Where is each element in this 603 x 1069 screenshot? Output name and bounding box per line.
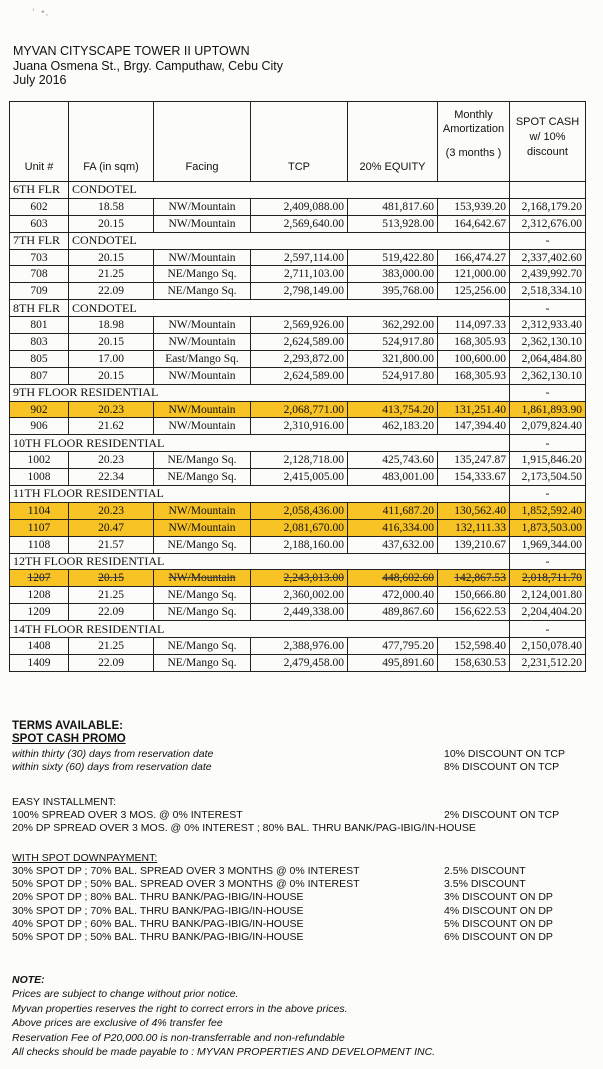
- tcp-cell: 2,243,013.00: [251, 570, 348, 587]
- equity-cell: 489,867.60: [348, 604, 438, 621]
- tcp-cell: 2,597,114.00: [251, 249, 348, 266]
- promo-item-left: within sixty (60) days from reservation date: [12, 761, 212, 773]
- tcp-cell: 2,569,640.00: [251, 215, 348, 232]
- price-list-date: July 2016: [13, 73, 67, 87]
- unit-cell: 703: [10, 249, 69, 266]
- spot-cash-cell: 2,124,001.80: [510, 587, 586, 604]
- spot-cash-cell: 2,204,404.20: [510, 604, 586, 621]
- amortization-cell: 132,111.33: [438, 519, 510, 536]
- installment-item-left: 20% DP SPREAD OVER 3 MOS. @ 0% INTEREST ; 80% BAL. THRU BANK/PAG-IBIG/IN-HOUSE: [12, 822, 476, 834]
- equity-cell: 362,292.00: [348, 317, 438, 334]
- floor-area-cell: 20.47: [69, 519, 154, 536]
- amortization-cell: 121,000.00: [438, 266, 510, 283]
- table-row: [10, 654, 586, 671]
- floor-row: [10, 486, 586, 503]
- amortization-cell: 152,598.40: [438, 638, 510, 655]
- downpayment-item-right: 2.5% DISCOUNT: [444, 865, 526, 877]
- spot-cash-cell: 1,873,503.00: [510, 519, 586, 536]
- tcp-cell: 2,479,458.00: [251, 654, 348, 671]
- unit-cell: 1108: [10, 536, 69, 553]
- table-row: [10, 283, 586, 300]
- table-row: [10, 587, 586, 604]
- unit-cell: 603: [10, 215, 69, 232]
- spot-cash-cell: 2,018,711.70: [510, 570, 586, 587]
- col-equity: 20% EQUITY: [348, 102, 438, 182]
- spot-cash-cell: 2,439,992.70: [510, 266, 586, 283]
- floor-area-cell: 22.09: [69, 283, 154, 300]
- promo-item-left: within thirty (30) days from reservation date: [12, 748, 214, 760]
- amortization-cell: 125,256.00: [438, 283, 510, 300]
- note-line: Above prices are exclusive of 4% transfer fee: [12, 1017, 223, 1029]
- floor-row: [10, 182, 586, 199]
- spot-cash-cell: 2,362,130.10: [510, 334, 586, 351]
- downpayment-item-left: 50% SPOT DP ; 50% BAL. SPREAD OVER 3 MONTHS @ 0% INTEREST: [12, 878, 360, 891]
- tcp-cell: 2,081,670.00: [251, 519, 348, 536]
- floor-row: [10, 384, 586, 401]
- downpayment-item-right: 6% DISCOUNT ON DP: [444, 931, 553, 943]
- facing-cell: NW/Mountain: [154, 367, 251, 384]
- unit-cell: 1408: [10, 638, 69, 655]
- tcp-cell: 2,188,160.00: [251, 536, 348, 553]
- unit-cell: 902: [10, 401, 69, 418]
- amortization-cell: 166,474.27: [438, 249, 510, 266]
- equity-cell: 477,795.20: [348, 638, 438, 655]
- unit-cell: 709: [10, 283, 69, 300]
- note-line: All checks should be made payable to : MYVAN PROPERTIES AND DEVELOPMENT INC.: [12, 1046, 436, 1058]
- easy-installment-title: EASY INSTALLMENT:: [12, 796, 117, 808]
- note-title: NOTE:: [12, 974, 45, 986]
- tcp-cell: 2,068,771.00: [251, 401, 348, 418]
- scan-mark: ' •‚: [32, 8, 49, 18]
- col-unit: Unit #: [10, 102, 69, 182]
- floor-label: 11TH FLOOR RESIDENTIAL: [10, 486, 510, 503]
- spot-cash-promo-title: SPOT CASH PROMO: [12, 733, 126, 745]
- equity-cell: 462,183.20: [348, 418, 438, 435]
- equity-cell: 448,602.60: [348, 570, 438, 587]
- tcp-cell: 2,409,088.00: [251, 198, 348, 215]
- facing-cell: NW/Mountain: [154, 317, 251, 334]
- installment-item-right: 2% DISCOUNT ON TCP: [444, 809, 560, 821]
- floor-dash: [510, 182, 586, 199]
- table-row: [10, 401, 586, 418]
- floor-area-cell: 20.15: [69, 334, 154, 351]
- installment-item-left: 100% SPREAD OVER 3 MOS. @ 0% INTEREST: [12, 809, 243, 821]
- facing-cell: NE/Mango Sq.: [154, 266, 251, 283]
- floor-row: [10, 553, 586, 570]
- tcp-cell: 2,449,338.00: [251, 604, 348, 621]
- facing-cell: NE/Mango Sq.: [154, 469, 251, 486]
- table-row: [10, 198, 586, 215]
- tcp-cell: 2,388,976.00: [251, 638, 348, 655]
- floor-label: 6TH FLR: [10, 182, 69, 199]
- unit-cell: 1208: [10, 587, 69, 604]
- downpayment-item-left: 30% SPOT DP ; 70% BAL. SPREAD OVER 3 MONTHS @ 0% INTEREST: [12, 865, 360, 877]
- floor-area-cell: 20.15: [69, 570, 154, 587]
- unit-cell: 1002: [10, 452, 69, 469]
- unit-cell: 1107: [10, 519, 69, 536]
- amortization-cell: 135,247.87: [438, 452, 510, 469]
- table-row: [10, 469, 586, 486]
- floor-label: 7TH FLR: [10, 232, 69, 249]
- tcp-cell: 2,711,103.00: [251, 266, 348, 283]
- equity-cell: 519,422.80: [348, 249, 438, 266]
- amortization-cell: 150,666.80: [438, 587, 510, 604]
- facing-cell: NW/Mountain: [154, 198, 251, 215]
- facing-cell: East/Mango Sq.: [154, 350, 251, 367]
- floor-area-cell: 22.34: [69, 469, 154, 486]
- facing-cell: NW/Mountain: [154, 334, 251, 351]
- facing-cell: NW/Mountain: [154, 502, 251, 519]
- floor-area-cell: 21.25: [69, 638, 154, 655]
- promo-item-right: 10% DISCOUNT ON TCP: [444, 748, 565, 760]
- floor-row: [10, 300, 586, 317]
- floor-area-cell: 21.57: [69, 536, 154, 553]
- unit-cell: 1104: [10, 502, 69, 519]
- amortization-cell: 131,251.40: [438, 401, 510, 418]
- floor-row: [10, 435, 586, 452]
- tcp-cell: 2,360,002.00: [251, 587, 348, 604]
- equity-cell: 513,928.00: [348, 215, 438, 232]
- equity-cell: 411,687.20: [348, 502, 438, 519]
- project-title: MYVAN CITYSCAPE TOWER II UPTOWN: [13, 44, 250, 58]
- col-amort-line3: (3 months ): [445, 147, 502, 159]
- unit-cell: 807: [10, 367, 69, 384]
- equity-cell: 472,000.40: [348, 587, 438, 604]
- equity-cell: 395,768.00: [348, 283, 438, 300]
- floor-area-cell: 20.23: [69, 401, 154, 418]
- facing-cell: NE/Mango Sq.: [154, 536, 251, 553]
- downpayment-item-right: 3% DISCOUNT ON DP: [444, 891, 553, 904]
- floor-label: 14TH FLOOR RESIDENTIAL: [10, 621, 510, 638]
- downpayment-item-left: 30% SPOT DP ; 70% BAL. THRU BANK/PAG-IBIG/IN-HOUSE: [12, 904, 304, 917]
- equity-cell: 481,817.60: [348, 198, 438, 215]
- spot-cash-cell: 2,337,402.60: [510, 249, 586, 266]
- document-header: [13, 44, 283, 88]
- floor-type-label: CONDOTEL: [69, 182, 510, 199]
- table-row: [10, 367, 586, 384]
- table-header-row: [10, 102, 586, 182]
- note-line: Myvan properties reserves the right to correct errors in the above prices.: [12, 1002, 348, 1015]
- floor-area-cell: 22.09: [69, 604, 154, 621]
- equity-cell: 416,334.00: [348, 519, 438, 536]
- project-address: Juana Osmena St., Brgy. Camputhaw, Cebu City: [13, 58, 284, 73]
- floor-type-label: CONDOTEL: [69, 300, 510, 317]
- unit-cell: 1008: [10, 469, 69, 486]
- spot-cash-cell: 1,861,893.90: [510, 401, 586, 418]
- floor-row: [10, 232, 586, 249]
- facing-cell: NW/Mountain: [154, 519, 251, 536]
- downpayment-item-right: 4% DISCOUNT ON DP: [444, 904, 553, 917]
- facing-cell: NW/Mountain: [154, 215, 251, 232]
- facing-cell: NE/Mango Sq.: [154, 654, 251, 671]
- equity-cell: 524,917.80: [348, 334, 438, 351]
- table-row: [10, 570, 586, 587]
- amortization-cell: 168,305.93: [438, 334, 510, 351]
- facing-cell: NW/Mountain: [154, 401, 251, 418]
- amortization-cell: 154,333.67: [438, 469, 510, 486]
- spot-cash-cell: 2,150,078.40: [510, 638, 586, 655]
- amortization-cell: 100,600.00: [438, 350, 510, 367]
- floor-area-cell: 21.25: [69, 587, 154, 604]
- floor-area-cell: 20.15: [69, 249, 154, 266]
- floor-dash: -: [510, 300, 586, 317]
- floor-area-cell: 22.09: [69, 654, 154, 671]
- floor-dash: -: [510, 232, 586, 249]
- amortization-cell: 142,867.53: [438, 570, 510, 587]
- spot-cash-cell: 2,079,824.40: [510, 418, 586, 435]
- facing-cell: NE/Mango Sq.: [154, 587, 251, 604]
- amortization-cell: 164,642.67: [438, 215, 510, 232]
- col-floor-area: FA (in sqm): [69, 102, 154, 182]
- spot-downpayment-title: WITH SPOT DOWNPAYMENT:: [12, 852, 158, 864]
- unit-cell: 803: [10, 334, 69, 351]
- facing-cell: NW/Mountain: [154, 570, 251, 587]
- table-row: [10, 502, 586, 519]
- unit-cell: 906: [10, 418, 69, 435]
- table-row: [10, 249, 586, 266]
- amortization-cell: 114,097.33: [438, 317, 510, 334]
- tcp-cell: 2,128,718.00: [251, 452, 348, 469]
- floor-area-cell: 20.23: [69, 452, 154, 469]
- floor-area-cell: 18.58: [69, 198, 154, 215]
- equity-cell: 425,743.60: [348, 452, 438, 469]
- unit-cell: 801: [10, 317, 69, 334]
- promo-item-right: 8% DISCOUNT ON TCP: [444, 761, 560, 773]
- floor-label: 9TH FLOOR RESIDENTIAL: [10, 384, 510, 401]
- unit-cell: 1209: [10, 604, 69, 621]
- amortization-cell: 139,210.67: [438, 536, 510, 553]
- table-row: [10, 536, 586, 553]
- amortization-cell: 158,630.53: [438, 654, 510, 671]
- col-facing: Facing: [154, 102, 251, 182]
- equity-cell: 321,800.00: [348, 350, 438, 367]
- floor-row: [10, 621, 586, 638]
- amortization-cell: 130,562.40: [438, 502, 510, 519]
- downpayment-item-left: 50% SPOT DP ; 50% BAL. THRU BANK/PAG-IBIG/IN-HOUSE: [12, 931, 304, 943]
- floor-area-cell: 17.00: [69, 350, 154, 367]
- amortization-cell: 147,394.40: [438, 418, 510, 435]
- floor-label: 10TH FLOOR RESIDENTIAL: [10, 435, 510, 452]
- facing-cell: NE/Mango Sq.: [154, 638, 251, 655]
- equity-cell: 524,917.80: [348, 367, 438, 384]
- spot-cash-cell: 2,518,334.10: [510, 283, 586, 300]
- col-monthly-amortization: [438, 102, 510, 182]
- floor-label: 12TH FLOOR RESIDENTIAL: [10, 553, 510, 570]
- table-row: [10, 334, 586, 351]
- spot-cash-cell: 1,969,344.00: [510, 536, 586, 553]
- equity-cell: 413,754.20: [348, 401, 438, 418]
- floor-area-cell: 20.23: [69, 502, 154, 519]
- floor-dash: -: [510, 435, 586, 452]
- spot-cash-cell: 2,168,179.20: [510, 198, 586, 215]
- equity-cell: 495,891.60: [348, 654, 438, 671]
- floor-dash: -: [510, 384, 586, 401]
- col-amort-line2: Amortization: [442, 123, 505, 135]
- table-row: [10, 604, 586, 621]
- tcp-cell: 2,293,872.00: [251, 350, 348, 367]
- table-row: [10, 418, 586, 435]
- col-amort-line1: Monthly: [454, 109, 493, 121]
- tcp-cell: 2,310,916.00: [251, 418, 348, 435]
- floor-area-cell: 21.62: [69, 418, 154, 435]
- facing-cell: NE/Mango Sq.: [154, 283, 251, 300]
- floor-area-cell: 20.15: [69, 367, 154, 384]
- equity-cell: 483,001.00: [348, 469, 438, 486]
- floor-area-cell: 18.98: [69, 317, 154, 334]
- spot-cash-cell: 2,231,512.20: [510, 654, 586, 671]
- downpayment-item-right: 5% DISCOUNT ON DP: [444, 917, 553, 930]
- spot-cash-cell: 2,312,676.00: [510, 215, 586, 232]
- tcp-cell: 2,569,926.00: [251, 317, 348, 334]
- downpayment-item-left: 20% SPOT DP ; 80% BAL. THRU BANK/PAG-IBIG/IN-HOUSE: [12, 891, 304, 904]
- floor-area-cell: 21.25: [69, 266, 154, 283]
- amortization-cell: 168,305.93: [438, 367, 510, 384]
- downpayment-item-right: 3.5% DISCOUNT: [444, 878, 526, 891]
- terms-heading: TERMS AVAILABLE:: [12, 720, 123, 732]
- table-row: [10, 638, 586, 655]
- table-row: [10, 452, 586, 469]
- floor-type-label: CONDOTEL: [69, 232, 510, 249]
- table-row: [10, 519, 586, 536]
- facing-cell: NW/Mountain: [154, 418, 251, 435]
- note-line: Prices are subject to change without prior notice.: [12, 988, 239, 1000]
- amortization-cell: 156,622.53: [438, 604, 510, 621]
- table-row: [10, 317, 586, 334]
- floor-dash: -: [510, 621, 586, 638]
- col-spot-cash: SPOT CASH w/ 10% discount: [510, 102, 586, 182]
- floor-dash: -: [510, 486, 586, 503]
- floor-dash: -: [510, 553, 586, 570]
- spot-cash-cell: 2,064,484.80: [510, 350, 586, 367]
- unit-cell: 708: [10, 266, 69, 283]
- table-row: [10, 350, 586, 367]
- facing-cell: NE/Mango Sq.: [154, 452, 251, 469]
- unit-cell: 1207: [10, 570, 69, 587]
- equity-cell: 437,632.00: [348, 536, 438, 553]
- unit-cell: 1409: [10, 654, 69, 671]
- spot-cash-cell: 1,915,846.20: [510, 452, 586, 469]
- tcp-cell: 2,624,589.00: [251, 334, 348, 351]
- table-row: [10, 215, 586, 232]
- col-tcp: TCP: [251, 102, 348, 182]
- tcp-cell: 2,058,436.00: [251, 502, 348, 519]
- table-body: [10, 182, 586, 672]
- tcp-cell: 2,624,589.00: [251, 367, 348, 384]
- spot-cash-cell: 2,312,933.40: [510, 317, 586, 334]
- facing-cell: NW/Mountain: [154, 249, 251, 266]
- tcp-cell: 2,798,149.00: [251, 283, 348, 300]
- amortization-cell: 153,939.20: [438, 198, 510, 215]
- equity-cell: 383,000.00: [348, 266, 438, 283]
- tcp-cell: 2,415,005.00: [251, 469, 348, 486]
- unit-cell: 805: [10, 350, 69, 367]
- floor-label: 8TH FLR: [10, 300, 69, 317]
- unit-cell: 602: [10, 198, 69, 215]
- downpayment-item-left: 40% SPOT DP ; 60% BAL. THRU BANK/PAG-IBIG/IN-HOUSE: [12, 917, 304, 930]
- floor-area-cell: 20.15: [69, 215, 154, 232]
- price-table: [9, 101, 586, 672]
- spot-cash-cell: 2,362,130.10: [510, 367, 586, 384]
- table-row: [10, 266, 586, 283]
- facing-cell: NE/Mango Sq.: [154, 604, 251, 621]
- note-line: Reservation Fee of P20,000.00 is non-transferrable and non-refundable: [12, 1031, 345, 1044]
- spot-cash-cell: 2,173,504.50: [510, 469, 586, 486]
- spot-cash-cell: 1,852,592.40: [510, 502, 586, 519]
